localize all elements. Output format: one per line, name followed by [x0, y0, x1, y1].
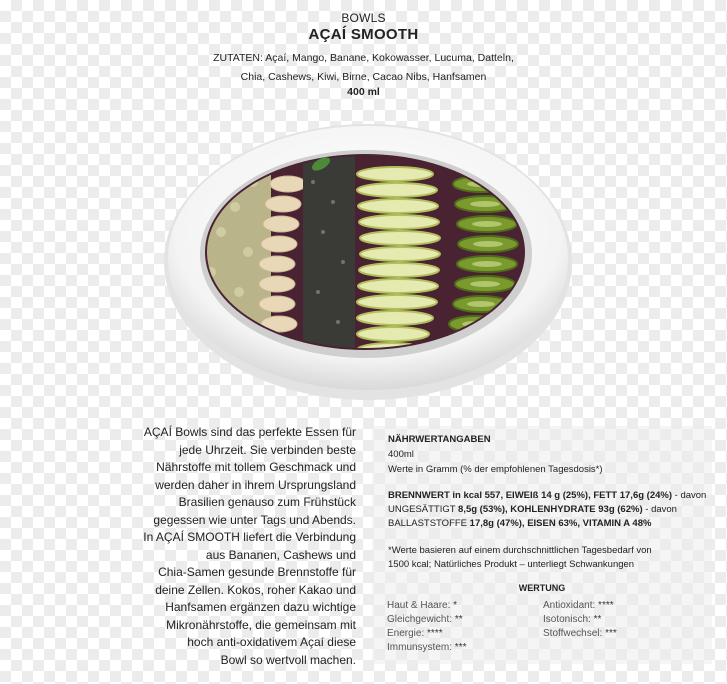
intro-line: deine Zellen. Kokos, roher Kakao und: [155, 582, 356, 597]
nutrition-label: UNGESÄTTIGT: [388, 504, 459, 515]
intro-line: gegessen wie unter Tags und Abends.: [153, 512, 356, 527]
nutrition-panel: [372, 426, 712, 664]
volume-label: 400 ml: [347, 86, 380, 98]
intro-line: Nährstoffe mit tollem Geschmack und: [156, 460, 356, 474]
acai-bowl-image: [163, 112, 573, 402]
rating-stars: ****: [427, 628, 443, 639]
intro-line: In AÇAÍ SMOOTH liefert die Verbindung: [143, 530, 356, 544]
intro-line: aus Bananen, Cashews und: [205, 547, 356, 562]
intro-line: AÇAÍ Bowls sind das perfekte Essen für: [143, 425, 356, 439]
rating-stars: ****: [598, 600, 614, 611]
rating-stars: ***: [454, 642, 467, 653]
intro-line: hoch anti-oxidativem Açaí diese: [187, 635, 356, 649]
nutrition-values: 8,5g (53%), KOHLENHYDRATE 93g (62%): [458, 504, 643, 515]
nutrition-units: Werte in Gramm (% der empfohlenen Tagesdosis*): [388, 464, 603, 475]
nutrition-line: [388, 518, 651, 529]
rating-stars: **: [593, 614, 602, 625]
rating-item: [543, 628, 617, 639]
rating-label: Stoffwechsel:: [543, 628, 603, 639]
intro-line: Mikronährstoffe, die gemeinsam mit: [166, 617, 356, 632]
rating-label: Antioxidant:: [543, 600, 596, 611]
rating-item: [543, 600, 614, 611]
rating-label: Gleichgewicht:: [387, 614, 453, 625]
category-label: BOWLS: [341, 11, 386, 25]
nutrition-footnote: 1500 kcal; Natürliches Produkt – unterliegt Schwankungen: [388, 559, 635, 570]
ingredients-line: ZUTATEN: Açaí, Mango, Banane, Kokowasser, Lucuma, Datteln,: [213, 52, 514, 64]
rating-item: [387, 600, 457, 611]
rating-heading: WERTUNG: [518, 583, 566, 593]
intro-line: jede Uhrzeit. Sie verbinden beste: [179, 442, 356, 457]
nutrition-title: NÄHRWERTANGABEN: [388, 434, 491, 445]
rating-item: [387, 614, 463, 625]
rating-stars: *: [453, 600, 458, 611]
product-title: AÇAÍ SMOOTH: [308, 26, 419, 43]
rating-stars: ***: [605, 628, 617, 639]
nutrition-line: [388, 504, 677, 515]
intro-paragraph: [108, 424, 356, 669]
rating-label: Energie:: [387, 628, 425, 639]
intro-line: werden daher in ihrem Ursprungsland: [155, 477, 356, 492]
nutrition-line: [388, 490, 706, 501]
intro-line: Hanfsamen ergänzen dazu wichtige: [165, 600, 356, 614]
intro-line: Bowl so wertvoll machen.: [220, 652, 356, 667]
ingredients-line: Chia, Cashews, Kiwi, Birne, Cacao Nibs, Hanfsamen: [240, 71, 487, 83]
rating-item: [387, 628, 443, 639]
rating-item: [387, 642, 466, 653]
rating-stars: **: [454, 614, 463, 625]
rating-item: [543, 614, 601, 625]
intro-line: Brasilien genauso zum Frühstück: [178, 495, 356, 509]
ingredients-text: [0, 49, 727, 87]
nutrition-values: 17,8g (47%), EISEN 63%, VITAMIN A 48%: [469, 518, 652, 529]
nutrition-connector: - davon: [672, 490, 707, 501]
rating-label: Immunsystem:: [387, 642, 453, 653]
nutrition-values: BRENNWERT in kcal 557, EIWEIß 14 g (25%), FETT 17,6g (24%): [388, 490, 673, 501]
nutrition-volume: 400ml: [388, 449, 414, 460]
nutrition-label: BALLASTSTOFFE: [388, 518, 470, 529]
rating-label: Haut & Haare:: [387, 600, 451, 611]
nutrition-connector: - davon: [642, 504, 677, 515]
intro-line: Chia-Samen gesunde Brennstoffe für: [158, 565, 356, 579]
nutrition-footnote: *Werte basieren auf einem durchschnittlichen Tagesbedarf von: [388, 545, 652, 556]
rating-label: Isotonisch:: [543, 614, 591, 625]
